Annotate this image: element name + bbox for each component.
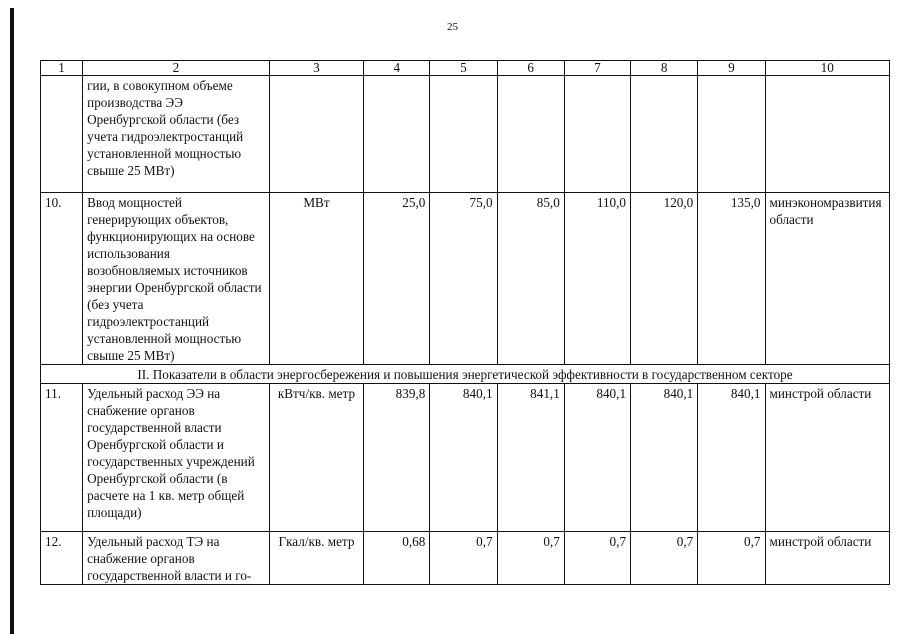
responsible-cell: минстрой области bbox=[765, 384, 890, 532]
table-row bbox=[41, 193, 890, 365]
value-cell: 840,1 bbox=[631, 384, 698, 532]
value-cell: 840,1 bbox=[564, 384, 630, 532]
value-cell: 840,1 bbox=[430, 384, 497, 532]
header-cell: 6 bbox=[497, 61, 564, 76]
indicator-name: гии, в совокупном объеме производства ЭЭ Оренбургской области (без учета гидроэлектростанций установленной мощностью свыше 25 МВт) bbox=[83, 76, 270, 193]
page-left-edge bbox=[10, 8, 14, 634]
value-cell bbox=[497, 76, 564, 193]
value-cell: 841,1 bbox=[497, 384, 564, 532]
value-cell bbox=[430, 76, 497, 193]
unit-cell: Гкал/кв. метр bbox=[269, 532, 363, 585]
value-cell bbox=[564, 76, 630, 193]
table-header-row bbox=[41, 61, 890, 76]
indicator-name: Ввод мощностей генерирующих объектов, функционирующих на основе использования возобновляемых источников энергии Оренбургской области (без учета гидроэлектростанций установленной мощностью свыше 25 МВт) bbox=[83, 193, 270, 365]
header-cell: 2 bbox=[83, 61, 270, 76]
responsible-cell: минстрой области bbox=[765, 532, 890, 585]
row-index: 11. bbox=[41, 384, 83, 532]
section-row bbox=[41, 365, 890, 384]
header-cell: 7 bbox=[564, 61, 630, 76]
header-cell: 1 bbox=[41, 61, 83, 76]
value-cell: 110,0 bbox=[564, 193, 630, 365]
table-row bbox=[41, 532, 890, 585]
header-cell: 4 bbox=[364, 61, 430, 76]
unit-cell: кВтч/кв. метр bbox=[269, 384, 363, 532]
value-cell: 0,7 bbox=[631, 532, 698, 585]
page-number: 25 bbox=[447, 21, 458, 33]
table-row bbox=[41, 384, 890, 532]
value-cell: 0,68 bbox=[364, 532, 430, 585]
indicators-table bbox=[40, 60, 890, 585]
header-cell: 5 bbox=[430, 61, 497, 76]
value-cell bbox=[698, 76, 765, 193]
value-cell bbox=[364, 76, 430, 193]
value-cell: 0,7 bbox=[564, 532, 630, 585]
header-cell: 9 bbox=[698, 61, 765, 76]
value-cell: 135,0 bbox=[698, 193, 765, 365]
header-cell: 8 bbox=[631, 61, 698, 76]
value-cell: 120,0 bbox=[631, 193, 698, 365]
value-cell: 840,1 bbox=[698, 384, 765, 532]
row-index: 12. bbox=[41, 532, 83, 585]
section-title: II. Показатели в области энергосбережения и повышения энергетической эффективности в государственном секторе bbox=[41, 365, 890, 384]
value-cell: 85,0 bbox=[497, 193, 564, 365]
responsible-cell: минэкономразвития области bbox=[765, 193, 890, 365]
value-cell: 0,7 bbox=[430, 532, 497, 585]
value-cell: 25,0 bbox=[364, 193, 430, 365]
indicator-name: Удельный расход ТЭ на снабжение органов государственной власти и го- bbox=[83, 532, 270, 585]
table-row bbox=[41, 76, 890, 193]
row-index bbox=[41, 76, 83, 193]
row-index: 10. bbox=[41, 193, 83, 365]
responsible-cell bbox=[765, 76, 890, 193]
header-cell: 10 bbox=[765, 61, 890, 76]
value-cell: 839,8 bbox=[364, 384, 430, 532]
value-cell bbox=[631, 76, 698, 193]
unit-cell bbox=[269, 76, 363, 193]
value-cell: 0,7 bbox=[497, 532, 564, 585]
header-cell: 3 bbox=[269, 61, 363, 76]
value-cell: 75,0 bbox=[430, 193, 497, 365]
indicator-name: Удельный расход ЭЭ на снабжение органов государственной власти Оренбургской области и государственных учреждений Оренбургской области (в расчете на 1 кв. метр общей площади) bbox=[83, 384, 270, 532]
value-cell: 0,7 bbox=[698, 532, 765, 585]
unit-cell: МВт bbox=[269, 193, 363, 365]
